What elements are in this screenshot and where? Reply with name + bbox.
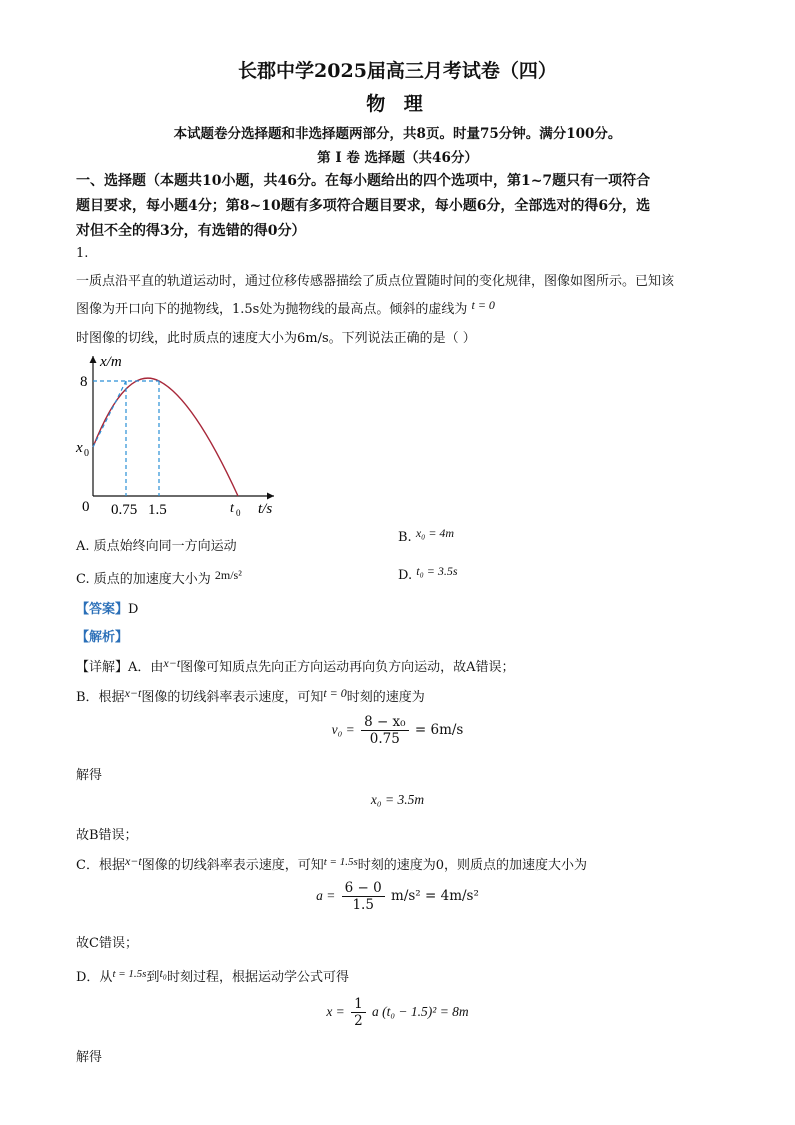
detail-a-math: x−t: [163, 656, 181, 670]
detail-d-math2: t₀: [159, 966, 167, 980]
question-stem-2: [76, 298, 495, 317]
solve-label-1: 解得: [76, 768, 103, 783]
analysis-tag: 【解析】: [76, 630, 129, 645]
option-d: [398, 564, 458, 583]
stem-text: 图像为开口向下的抛物线，1.5s处为抛物线的最高点。倾斜的虚线为: [76, 302, 468, 317]
detail-a: [76, 656, 515, 675]
section-instructions-2: 题目要求，每小题4分；第8~10题有多项符合题目要求，每小题6分，全部选对的得6分，选: [76, 198, 651, 214]
section-instructions-1: 一、选择题（本题共10小题，共46分。在每小题给出的四个选项中，第1~7题只有一项符合: [76, 173, 651, 189]
eq3-numerator: 6 − 0: [342, 880, 385, 897]
eq2: x₀ = 3.5m: [370, 792, 425, 807]
t0-label: t: [230, 501, 234, 516]
stem-math: t = 0: [471, 298, 495, 312]
y0-label: x: [76, 440, 83, 456]
eq4-denominator: 2: [354, 1013, 363, 1029]
eq1-numerator: 8 − x₀: [361, 714, 409, 731]
detail-d-text2: 到: [146, 970, 160, 985]
detail-c-math2: t = 1.5s: [323, 856, 358, 868]
question-number: 1.: [76, 246, 89, 261]
detail-d-text1: D．从: [76, 970, 113, 985]
eq1-left: v₀ =: [331, 722, 355, 737]
detail-a-text2: 图像可知质点先向正方向运动再向负方向运动，故A错误；: [180, 660, 515, 675]
option-b: [398, 526, 455, 545]
option-c-text: C. 质点的加速度大小为: [76, 572, 211, 587]
question-stem-1: 一质点沿平直的轨道运动时，通过位移传感器描绘了质点位置随时间的变化规律，图像如图所示。已知该: [76, 274, 675, 289]
detail-b-math: x−t: [124, 686, 142, 700]
detail-b-text3: 时刻的速度为: [346, 690, 425, 705]
eq1-fraction: [361, 714, 409, 747]
detail-d: [76, 966, 349, 985]
c-conclusion: 故C错误；: [76, 936, 138, 951]
y-axis-label: x/m: [100, 354, 122, 370]
option-d-math: t₀ = 3.5s: [416, 564, 458, 578]
option-b-letter: B.: [398, 530, 412, 545]
parabola-curve: [93, 378, 238, 496]
position-time-graph: [70, 350, 290, 520]
paper-title: 长郡中学2025届高三月考试卷（四）: [238, 60, 557, 82]
detail-d-math1: t = 1.5s: [112, 968, 147, 980]
equation-x0: [0, 792, 795, 808]
eq3-denominator: 1.5: [352, 897, 374, 913]
detail-c-text3: 时刻的速度为0，则质点的加速度大小为: [357, 858, 588, 873]
option-d-letter: D.: [398, 568, 413, 583]
eq4-fraction: [351, 996, 366, 1029]
option-b-math: x₀ = 4m: [415, 526, 455, 540]
b-conclusion: 故B错误；: [76, 828, 138, 843]
answer-value: D: [128, 602, 139, 617]
equation-a: [0, 880, 795, 913]
detail-c: [76, 854, 587, 873]
detail-c-text1: C．根据: [76, 858, 125, 873]
detail-c-text2: 图像的切线斜率表示速度，可知: [141, 858, 324, 873]
detail-b-text2: 图像的切线斜率表示速度，可知: [141, 690, 324, 705]
option-c-math: 2m/s²: [214, 568, 242, 582]
detail-b-text1: B．根据: [76, 690, 125, 705]
part-heading: 第 I 卷 选择题（共46分）: [317, 150, 478, 166]
eq1-denominator: 0.75: [369, 731, 400, 747]
eq4-numerator: 1: [351, 996, 366, 1013]
analysis-line: [76, 626, 128, 645]
subject-title: 物 理: [366, 93, 429, 115]
answer-line: [76, 598, 138, 617]
x-axis-label: t/s: [258, 501, 273, 517]
answer-tag: 【答案】: [76, 602, 129, 617]
detail-a-text1: A．由: [128, 660, 164, 675]
t0-subscript: 0: [236, 508, 241, 518]
eq3-fraction: [342, 880, 385, 913]
eq3-left: a =: [316, 888, 336, 903]
option-c: [76, 568, 242, 587]
eq4-left: x =: [326, 1004, 345, 1019]
x-tick-15: 1.5: [148, 502, 167, 518]
section-instructions-3: 对但不全的得3分，有选错的得0分）: [76, 223, 306, 239]
detail-c-math: x−t: [124, 854, 142, 868]
tangent-line: [93, 381, 126, 447]
y0-subscript: 0: [84, 448, 89, 459]
detail-d-text3: 时刻过程，根据运动学公式可得: [166, 970, 349, 985]
detail-b: [76, 686, 425, 705]
detail-tag: 【详解】: [76, 660, 129, 675]
x-tick-075: 0.75: [111, 502, 138, 518]
eq1-right: = 6m/s: [414, 722, 464, 738]
detail-b-math2: t = 0: [323, 686, 347, 700]
equation-v0: [0, 714, 795, 747]
y-tick-8: 8: [80, 374, 88, 390]
paper-note: 本试题卷分选择题和非选择题两部分，共8页。时量75分钟。满分100分。: [173, 126, 622, 142]
equation-x: [0, 996, 795, 1029]
solve-label-2: 解得: [76, 1050, 103, 1065]
eq3-right: m/s² = 4m/s²: [391, 888, 479, 904]
eq4-right: a (t₀ − 1.5)² = 8m: [371, 1004, 469, 1019]
question-stem-3: 时图像的切线，此时质点的速度大小为6m/s。下列说法正确的是（ ）: [76, 331, 476, 346]
option-a: A. 质点始终向同一方向运动: [76, 539, 237, 554]
origin-label: 0: [82, 499, 90, 515]
